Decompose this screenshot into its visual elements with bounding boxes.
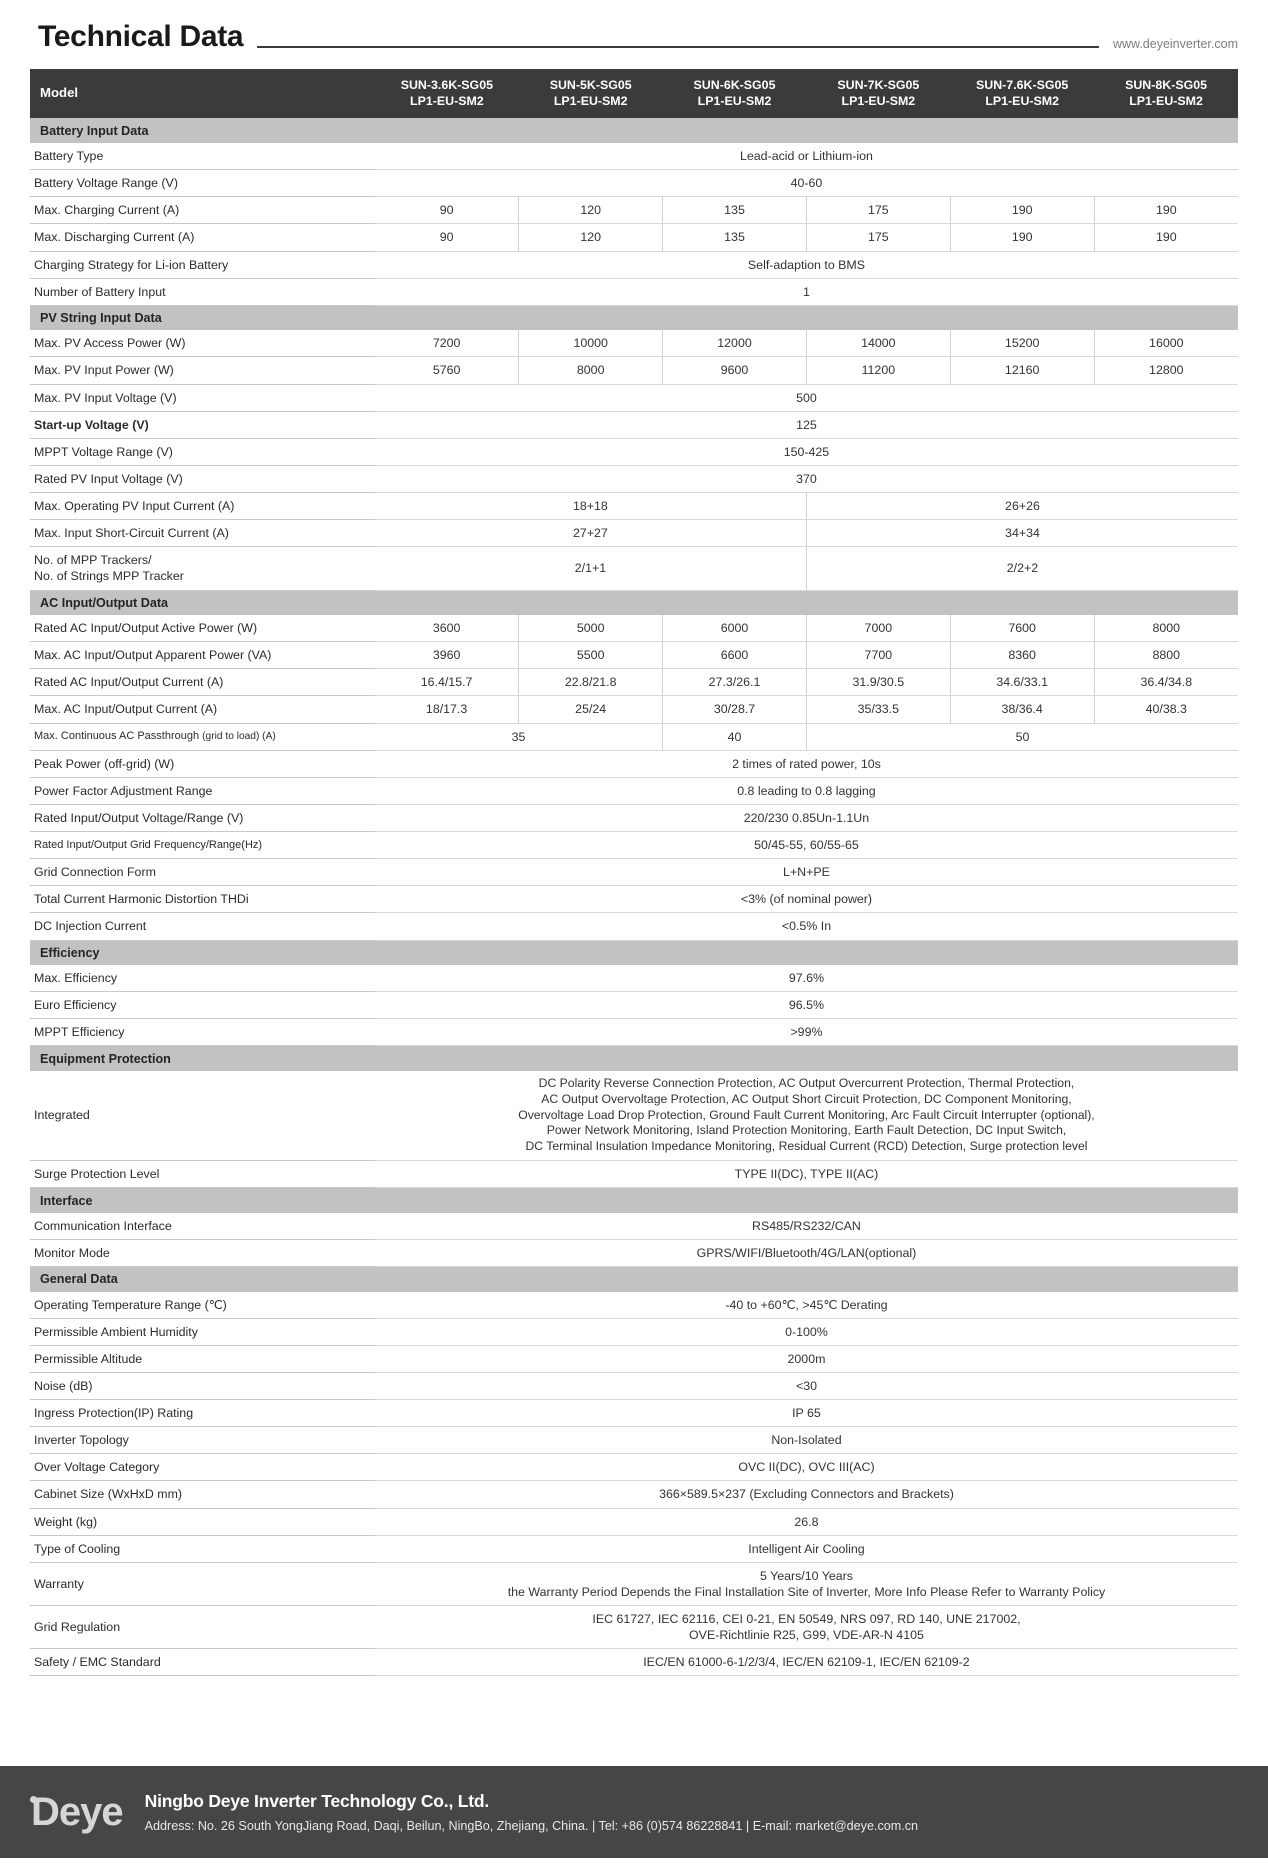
page-footer: [0, 1766, 1268, 1858]
cell-value: 7700: [806, 642, 950, 669]
bottom-strip: [0, 1858, 1268, 1870]
row-value: <3% (of nominal power): [375, 886, 1238, 913]
protection-line: Power Network Monitoring, Island Protection Monitoring, Earth Fault Detection, DC Input Switch,: [546, 1123, 1067, 1138]
row-value: L+N+PE: [375, 859, 1238, 886]
row-label: Battery Type: [30, 143, 375, 170]
row-label: Max. Charging Current (A): [30, 197, 375, 224]
cell-value: 10000: [519, 330, 663, 357]
row-rated-pv-input-voltage: [30, 465, 1238, 492]
row-humidity: [30, 1318, 1238, 1345]
row-value: 370: [375, 465, 1238, 492]
row-max-pv-input-voltage: [30, 384, 1238, 411]
protection-line: DC Polarity Reverse Connection Protection, AC Output Overcurrent Protection, Thermal Protection,: [538, 1075, 1075, 1090]
row-label: Rated AC Input/Output Current (A): [30, 669, 375, 696]
cell-value: 22.8/21.8: [519, 669, 663, 696]
model-name-line2: LP1-EU-SM2: [841, 93, 916, 108]
row-label: Inverter Topology: [30, 1427, 375, 1454]
row-value: -40 to +60℃, >45℃ Derating: [375, 1292, 1238, 1319]
cell-value: 9600: [663, 357, 807, 384]
cell-value: 90: [375, 224, 519, 251]
row-value: IP 65: [375, 1400, 1238, 1427]
row-label: Max. AC Input/Output Current (A): [30, 696, 375, 723]
row-label: DC Injection Current: [30, 913, 375, 940]
cell-value: 190: [1094, 224, 1238, 251]
cell-value: 6000: [663, 615, 807, 642]
model-name-line2: LP1-EU-SM2: [985, 93, 1059, 108]
row-integrated: [30, 1071, 1238, 1161]
row-value-paragraph: [375, 1071, 1238, 1161]
section-header-interface: [30, 1188, 1238, 1213]
row-value: 500: [375, 384, 1238, 411]
cell-value: 5500: [519, 642, 663, 669]
row-label: Rated Input/Output Voltage/Range (V): [30, 804, 375, 831]
row-inverter-topology: [30, 1427, 1238, 1454]
row-power-factor: [30, 777, 1238, 804]
section-band: [375, 1267, 1238, 1292]
row-value: OVC II(DC), OVC III(AC): [375, 1454, 1238, 1481]
row-over-voltage-category: [30, 1454, 1238, 1481]
row-label: Rated AC Input/Output Active Power (W): [30, 615, 375, 642]
section-title: Battery Input Data: [30, 118, 375, 143]
section-header-general: [30, 1267, 1238, 1292]
section-header-efficiency: [30, 940, 1238, 965]
row-max-operating-pv-current: [30, 493, 1238, 520]
row-label-line2: No. of Strings MPP Tracker: [34, 569, 184, 584]
cell-value: 40/38.3: [1094, 696, 1238, 723]
section-band: [375, 118, 1238, 143]
row-label: [30, 723, 375, 750]
cell-value: 5000: [519, 615, 663, 642]
row-value: 2 times of rated power, 10s: [375, 750, 1238, 777]
warranty-line1: 5 Years/10 Years: [759, 1568, 853, 1583]
row-value: Non-Isolated: [375, 1427, 1238, 1454]
cell-value: 7600: [950, 615, 1094, 642]
row-label: Over Voltage Category: [30, 1454, 375, 1481]
row-altitude: [30, 1345, 1238, 1372]
logo-text: Deye: [31, 1790, 123, 1834]
model-name-line1: SUN-7K-SG05: [837, 78, 920, 92]
cell-value: 190: [1094, 197, 1238, 224]
model-column-1: [375, 69, 519, 118]
cell-value-left: 18+18: [375, 493, 806, 520]
row-label: Warranty: [30, 1562, 375, 1605]
section-title: AC Input/Output Data: [30, 590, 375, 615]
cell-value: 34.6/33.1: [950, 669, 1094, 696]
cell-value: 16.4/15.7: [375, 669, 519, 696]
row-value: 125: [375, 411, 1238, 438]
row-type-of-cooling: [30, 1535, 1238, 1562]
cell-value-right: 26+26: [806, 493, 1238, 520]
cell-value: 36.4/34.8: [1094, 669, 1238, 696]
row-label: Battery Voltage Range (V): [30, 170, 375, 197]
row-ip-rating: [30, 1400, 1238, 1427]
row-label: MPPT Voltage Range (V): [30, 438, 375, 465]
model-name-line1: SUN-5K-SG05: [549, 78, 632, 92]
row-max-discharging-current: [30, 224, 1238, 251]
warranty-line2: the Warranty Period Depends the Final Installation Site of Inverter, More Info Please Refer to Warranty Policy: [507, 1584, 1106, 1599]
row-label: Monitor Mode: [30, 1239, 375, 1266]
row-max-charging-current: [30, 197, 1238, 224]
row-mppt-efficiency: [30, 1019, 1238, 1046]
row-label: Max. PV Input Power (W): [30, 357, 375, 384]
row-label: Grid Connection Form: [30, 859, 375, 886]
row-battery-type: [30, 143, 1238, 170]
deye-logo: [30, 1792, 123, 1832]
cell-value: 135: [663, 197, 807, 224]
cell-value: 175: [806, 197, 950, 224]
cell-value: 25/24: [519, 696, 663, 723]
title-divider: [257, 46, 1099, 48]
row-label-sub: (grid to load) (A): [202, 731, 276, 743]
cell-value-left: 2/1+1: [375, 547, 806, 590]
row-value: 366×589.5×237 (Excluding Connectors and Brackets): [375, 1481, 1238, 1508]
cell-value: 30/28.7: [663, 696, 807, 723]
row-value: 2000m: [375, 1345, 1238, 1372]
row-label: Max. AC Input/Output Apparent Power (VA): [30, 642, 375, 669]
protection-line: DC Terminal Insulation Impedance Monitoring, Residual Current (RCD) Detection, Surge protection level: [525, 1139, 1088, 1154]
row-value: 26.8: [375, 1508, 1238, 1535]
model-label: Model: [30, 69, 375, 118]
row-label: Integrated: [30, 1071, 375, 1161]
row-value: [375, 1606, 1238, 1649]
model-name-line1: SUN-8K-SG05: [1125, 78, 1207, 92]
row-label: Communication Interface: [30, 1213, 375, 1240]
cell-value: 27.3/26.1: [663, 669, 807, 696]
row-max-continuous-passthrough: [30, 723, 1238, 750]
website-url: www.deyeinverter.com: [1112, 37, 1238, 51]
cell-value-group1: 35: [375, 723, 663, 750]
row-grid-regulation: [30, 1606, 1238, 1649]
technical-spec-table: [30, 69, 1238, 1676]
row-label: Euro Efficiency: [30, 992, 375, 1019]
row-euro-efficiency: [30, 992, 1238, 1019]
cell-value: 14000: [806, 330, 950, 357]
row-label: [30, 547, 375, 590]
cell-value: 15200: [950, 330, 1094, 357]
cell-value: 3960: [375, 642, 519, 669]
model-column-3: [663, 69, 807, 118]
row-label: Total Current Harmonic Distortion THDi: [30, 886, 375, 913]
model-name-line1: SUN-3.6K-SG05: [400, 78, 493, 92]
row-label: Permissible Altitude: [30, 1345, 375, 1372]
row-label: Grid Regulation: [30, 1606, 375, 1649]
row-value: Lead-acid or Lithium-ion: [375, 143, 1238, 170]
grid-regulation-line2: OVE-Richtlinie R25, G99, VDE-AR-N 4105: [689, 1628, 924, 1643]
row-label: Number of Battery Input: [30, 278, 375, 305]
row-value: <0.5% In: [375, 913, 1238, 940]
row-value: <30: [375, 1372, 1238, 1399]
cell-value: 90: [375, 197, 519, 224]
model-name-line2: LP1-EU-SM2: [410, 93, 484, 108]
row-value: 40-60: [375, 170, 1238, 197]
cell-value: 3600: [375, 615, 519, 642]
table-header-row: [30, 69, 1238, 118]
row-noise: [30, 1372, 1238, 1399]
row-label: Max. Efficiency: [30, 965, 375, 992]
model-column-2: [519, 69, 663, 118]
cell-value-left: 27+27: [375, 520, 806, 547]
section-title: Equipment Protection: [30, 1046, 375, 1071]
row-mpp-trackers: [30, 547, 1238, 590]
cell-value: 16000: [1094, 330, 1238, 357]
document-header: [0, 0, 1268, 55]
row-startup-voltage: [30, 411, 1238, 438]
row-value: Intelligent Air Cooling: [375, 1535, 1238, 1562]
model-column-4: [806, 69, 950, 118]
row-grid-frequency: [30, 832, 1238, 859]
cell-value-group2: 40: [663, 723, 807, 750]
row-label: Max. Input Short-Circuit Current (A): [30, 520, 375, 547]
cell-value: 7200: [375, 330, 519, 357]
row-value: 0.8 leading to 0.8 lagging: [375, 777, 1238, 804]
row-battery-voltage-range: [30, 170, 1238, 197]
row-label: Cabinet Size (WxHxD mm): [30, 1481, 375, 1508]
row-thdi: [30, 886, 1238, 913]
row-label: Surge Protection Level: [30, 1161, 375, 1188]
cell-value: 12160: [950, 357, 1094, 384]
row-label: Weight (kg): [30, 1508, 375, 1535]
cell-value: 31.9/30.5: [806, 669, 950, 696]
cell-value: 135: [663, 224, 807, 251]
section-band: [375, 1046, 1238, 1071]
model-name-line1: SUN-6K-SG05: [693, 78, 776, 92]
row-label: Start-up Voltage (V): [30, 411, 375, 438]
row-monitor-mode: [30, 1239, 1238, 1266]
protection-line: AC Output Overvoltage Protection, AC Output Short Circuit Protection, DC Component Monitoring,: [541, 1091, 1072, 1106]
cell-value: 5760: [375, 357, 519, 384]
model-name-line2: LP1-EU-SM2: [1129, 93, 1203, 108]
row-value: 220/230 0.85Un-1.1Un: [375, 804, 1238, 831]
row-label-line1: No. of MPP Trackers/: [34, 553, 152, 568]
row-value: IEC/EN 61000-6-1/2/3/4, IEC/EN 62109-1, IEC/EN 62109-2: [375, 1649, 1238, 1676]
row-label: Safety / EMC Standard: [30, 1649, 375, 1676]
row-label: Peak Power (off-grid) (W): [30, 750, 375, 777]
cell-value: 35/33.5: [806, 696, 950, 723]
row-cabinet-size: [30, 1481, 1238, 1508]
spec-table-wrapper: [0, 55, 1268, 1676]
cell-value: 18/17.3: [375, 696, 519, 723]
cell-value-right: 34+34: [806, 520, 1238, 547]
row-value: TYPE II(DC), TYPE II(AC): [375, 1161, 1238, 1188]
row-value: 96.5%: [375, 992, 1238, 1019]
cell-value: 8000: [519, 357, 663, 384]
row-max-ac-current: [30, 696, 1238, 723]
section-header-pv: [30, 305, 1238, 330]
row-label: Ingress Protection(IP) Rating: [30, 1400, 375, 1427]
row-mppt-voltage-range: [30, 438, 1238, 465]
section-header-battery: [30, 118, 1238, 143]
cell-value: 12000: [663, 330, 807, 357]
row-rated-ac-current: [30, 669, 1238, 696]
row-value: 50/45-55, 60/55-65: [375, 832, 1238, 859]
cell-value: 190: [950, 197, 1094, 224]
row-label: Type of Cooling: [30, 1535, 375, 1562]
row-charging-strategy: [30, 251, 1238, 278]
row-label: Max. PV Input Voltage (V): [30, 384, 375, 411]
row-label: Max. Operating PV Input Current (A): [30, 493, 375, 520]
row-max-efficiency: [30, 965, 1238, 992]
row-value: RS485/RS232/CAN: [375, 1213, 1238, 1240]
row-label: Noise (dB): [30, 1372, 375, 1399]
grid-regulation-line1: IEC 61727, IEC 62116, CEI 0-21, EN 50549, NRS 097, RD 140, UNE 217002,: [592, 1612, 1021, 1627]
cell-value: 120: [519, 224, 663, 251]
row-value: 97.6%: [375, 965, 1238, 992]
row-communication-interface: [30, 1213, 1238, 1240]
row-label: Permissible Ambient Humidity: [30, 1318, 375, 1345]
section-band: [375, 305, 1238, 330]
row-number-battery-input: [30, 278, 1238, 305]
cell-value: 38/36.4: [950, 696, 1094, 723]
model-name-line1: SUN-7.6K-SG05: [976, 78, 1069, 92]
row-warranty: [30, 1562, 1238, 1605]
section-band: [375, 1188, 1238, 1213]
row-weight: [30, 1508, 1238, 1535]
row-label: Power Factor Adjustment Range: [30, 777, 375, 804]
row-rated-ac-active-power: [30, 615, 1238, 642]
row-operating-temp: [30, 1292, 1238, 1319]
row-value: >99%: [375, 1019, 1238, 1046]
company-address: Address: No. 26 South YongJiang Road, Daqi, Beilun, NingBo, Zhejiang, China. | Tel: +86 (0)574 86228841 | E-mail: market@deye.com.cn: [144, 1819, 919, 1833]
cell-value: 190: [950, 224, 1094, 251]
page-title: Technical Data: [38, 20, 244, 53]
cell-value: 120: [519, 197, 663, 224]
footer-text-block: [145, 1791, 918, 1833]
row-max-input-short-circuit: [30, 520, 1238, 547]
section-band: [375, 590, 1238, 615]
section-header-protection: [30, 1046, 1238, 1071]
section-title: General Data: [30, 1267, 375, 1292]
row-label-main: Max. Continuous AC Passthrough: [34, 730, 203, 743]
row-value: GPRS/WIFI/Bluetooth/4G/LAN(optional): [375, 1239, 1238, 1266]
row-label: Max. Discharging Current (A): [30, 224, 375, 251]
cell-value: 8800: [1094, 642, 1238, 669]
cell-value: 8360: [950, 642, 1094, 669]
company-name: Ningbo Deye Inverter Technology Co., Ltd.: [144, 1791, 490, 1811]
section-title: Interface: [30, 1188, 375, 1213]
cell-value: 175: [806, 224, 950, 251]
protection-line: Overvoltage Load Drop Protection, Ground Fault Current Monitoring, Arc Fault Circuit Interrupter (optional),: [518, 1107, 1095, 1122]
cell-value: 7000: [806, 615, 950, 642]
row-dc-injection-current: [30, 913, 1238, 940]
row-value: 150-425: [375, 438, 1238, 465]
row-label: Operating Temperature Range (℃): [30, 1292, 375, 1319]
cell-value: 11200: [806, 357, 950, 384]
row-label: Rated PV Input Voltage (V): [30, 465, 375, 492]
model-column-6: [1094, 69, 1238, 118]
row-label: Charging Strategy for Li-ion Battery: [30, 251, 375, 278]
row-value: 1: [375, 278, 1238, 305]
row-max-pv-access-power: [30, 330, 1238, 357]
cell-value-group3: 50: [806, 723, 1238, 750]
row-grid-connection-form: [30, 859, 1238, 886]
section-band: [375, 940, 1238, 965]
cell-value: 6600: [663, 642, 807, 669]
section-header-ac: [30, 590, 1238, 615]
row-rated-voltage-range: [30, 804, 1238, 831]
model-name-line2: LP1-EU-SM2: [553, 93, 628, 108]
row-max-pv-input-power: [30, 357, 1238, 384]
section-title: PV String Input Data: [30, 305, 375, 330]
section-title: Efficiency: [30, 940, 375, 965]
row-value: Self-adaption to BMS: [375, 251, 1238, 278]
row-value: [375, 1562, 1238, 1605]
row-value: 0-100%: [375, 1318, 1238, 1345]
row-safety-emc: [30, 1649, 1238, 1676]
model-name-line2: LP1-EU-SM2: [697, 93, 772, 108]
cell-value: 12800: [1094, 357, 1238, 384]
row-peak-power: [30, 750, 1238, 777]
row-surge-protection-level: [30, 1161, 1238, 1188]
row-label: Max. PV Access Power (W): [30, 330, 375, 357]
cell-value-right: 2/2+2: [806, 547, 1238, 590]
model-column-5: [950, 69, 1094, 118]
row-label: MPPT Efficiency: [30, 1019, 375, 1046]
row-max-ac-apparent-power: [30, 642, 1238, 669]
row-label: Rated Input/Output Grid Frequency/Range(Hz): [30, 832, 375, 859]
cell-value: 8000: [1094, 615, 1238, 642]
